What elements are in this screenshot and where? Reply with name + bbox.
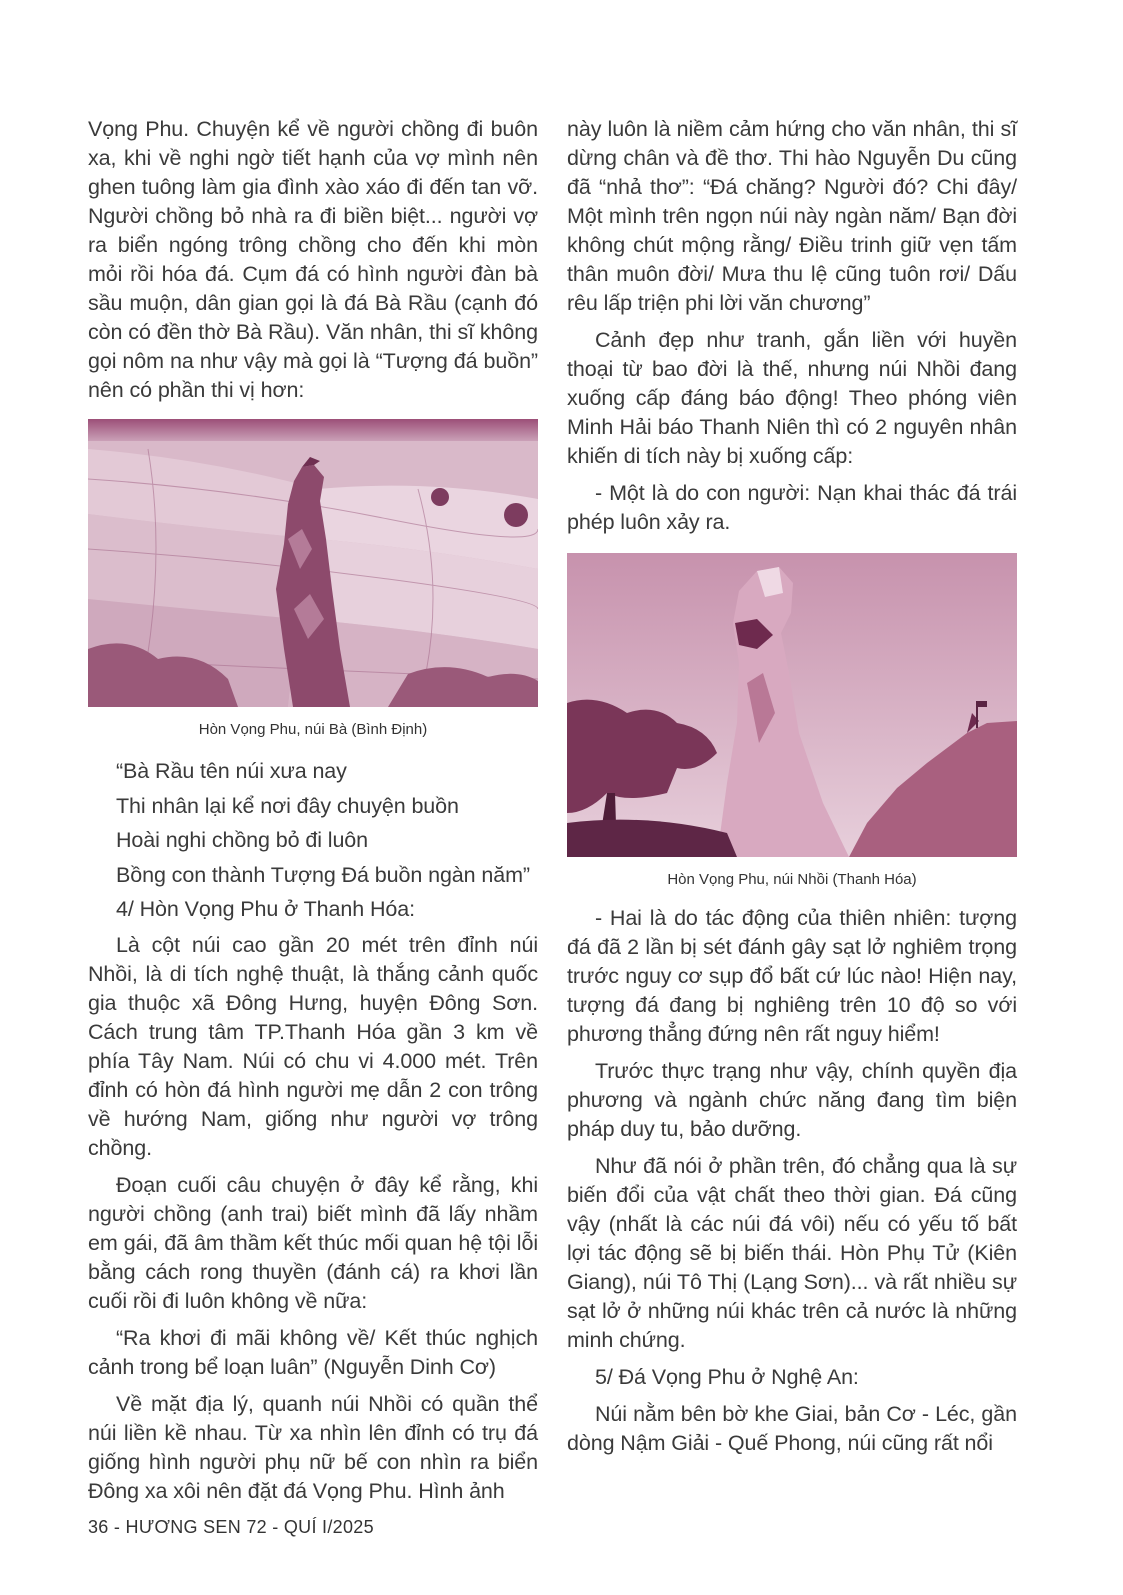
right-column [567,115,1017,1466]
section-heading-4: 4/ Hòn Vọng Phu ở Thanh Hóa: [116,897,415,921]
verse-line-1: “Bà Rầu tên núi xưa nay [116,759,347,783]
right-paragraph-5: Trước thực trạng như vậy, chính quyền địa phương và ngành chức năng đang tìm biện pháp duy tu, bảo dưỡng. [567,1059,1017,1141]
photo-hon-vong-phu-nui-nhoi [567,553,1017,857]
left-paragraph-1: Vọng Phu. Chuyện kể về người chồng đi buôn xa, khi về nghi ngờ tiết hạnh của vợ mình nên ghen tuông làm gia đình xào xáo đi đến tan vỡ. Người chồng bỏ nhà ra đi biền biệt... người vợ ra biển ngóng trông chồng cho đến khi mòn mỏi rồi hóa đá. Cụm đá có hình người đàn bà sầu muộn, dân gian gọi là đá Bà Rầu (cạnh đó còn có đền thờ Bà Rầu). Văn nhân, thi sĩ không gọi nôm na như vậy mà gọi là “Tượng đá buồn” nên có phần thi vị hơn: [88,117,538,402]
left-paragraph-5: Về mặt địa lý, quanh núi Nhồi có quần thể núi liền kề nhau. Từ xa nhìn lên đỉnh có trụ đá giống hình người phụ nữ bế con nhìn ra biển Đông xa xôi nên đặt đá Vọng Phu. Hình ảnh [88,1391,538,1503]
photo-caption-left: Hòn Vọng Phu, núi Bà (Bình Định) [198,721,428,738]
right-paragraph-2: Cảnh đẹp như tranh, gắn liền với huyền thoại từ bao đời là thế, nhưng núi Nhồi đang xuống cấp đáng báo động! Theo phóng viên Minh Hải báo Thanh Niên thì có 2 nguyên nhân khiến di tích này bị xuống cấp: [567,328,1017,468]
verse-line-4: Bồng con thành Tượng Đá buồn ngàn năm” [116,862,530,887]
verse-line-2: Thi nhân lại kể nơi đây chuyện buồn [116,793,459,818]
rock-field-photo [88,419,538,707]
rock-pillar-photo [567,553,1017,857]
left-paragraph-2: Là cột núi cao gần 20 mét trên đỉnh núi Nhồi, là di tích nghệ thuật, là thắng cảnh quốc gia thuộc xã Đông Hưng, huyện Đông Sơn. Cách trung tâm TP.Thanh Hóa gần 3 km về phía Tây Nam. Núi có chu vi 4.000 mét. Trên đỉnh có hòn đá hình người mẹ dẫn 2 con trông về hướng Nam, giống như người vợ trông chồng. [88,932,538,1160]
verse-line-3: Hoài nghi chồng bỏ đi luôn [116,828,369,852]
right-paragraph-3: - Một là do con người: Nạn khai thác đá trái phép luôn xảy ra. [567,481,1017,534]
left-paragraph-3: Đoạn cuối câu chuyện ở đây kể rằng, khi người chồng (anh trai) biết mình đã lấy nhầm em gái, đã âm thầm kết thúc mối quan hệ tội lỗi bằng cách rong thuyền (đánh cá) ra khơi lần cuối rồi đi luôn không về nữa: [88,1172,538,1313]
photo-caption-right: Hòn Vọng Phu, núi Nhồi (Thanh Hóa) [667,871,917,888]
right-paragraph-7: Núi nằm bên bờ khe Giai, bản Cơ - Léc, gần dòng Nậm Giải - Quế Phong, núi cũng rất nổi [567,1402,1017,1455]
right-paragraph-4: - Hai là do tác động của thiên nhiên: tượng đá đã 2 lần bị sét đánh gây sạt lở nghiêm trọng trước nguy cơ sụp đổ bất cứ lúc nào! Hiện nay, tượng đá đang bị nghiêng trên 10 độ so với phương thẳng đứng nên rất nguy hiểm! [567,906,1017,1046]
left-column [88,115,538,1514]
photo-hon-vong-phu-nui-ba [88,419,538,707]
left-paragraph-4: “Ra khơi đi mãi không về/ Kết thúc nghịch cảnh trong bể loạn luân” (Nguyễn Dinh Cơ) [88,1325,538,1379]
right-paragraph-6: Như đã nói ở phần trên, đó chẳng qua là sự biến đổi của vật chất theo thời gian. Đá cũng vậy (nhất là các núi đá vôi) nếu có yếu tố bất lợi tác động sẽ bị biến thái. Hòn Phụ Tử (Kiên Giang), núi Tô Thị (Lạng Sơn)... và rất nhiều sự sạt lở ở những núi khác trên cả nước là những minh chứng. [567,1154,1017,1352]
right-paragraph-1: này luôn là niềm cảm hứng cho văn nhân, thi sĩ dừng chân và đề thơ. Thi hào Nguyễn Du cũng đã “nhả thơ”: “Đá chăng? Người đó? Chi đây/ Một mình trên ngọn núi này ngàn năm/ Bạn đời không chút mộng rằng/ Điều trinh giữ vẹn tấm thân muôn đời/ Mưa thu lệ cũng tuôn rơi/ Dấu rêu lấp triện phi lời văn chương” [567,117,1017,315]
page-footer: 36 - HƯƠNG SEN 72 - QUÍ I/2025 [88,1517,374,1537]
section-heading-5: 5/ Đá Vọng Phu ở Nghệ An: [595,1365,859,1389]
